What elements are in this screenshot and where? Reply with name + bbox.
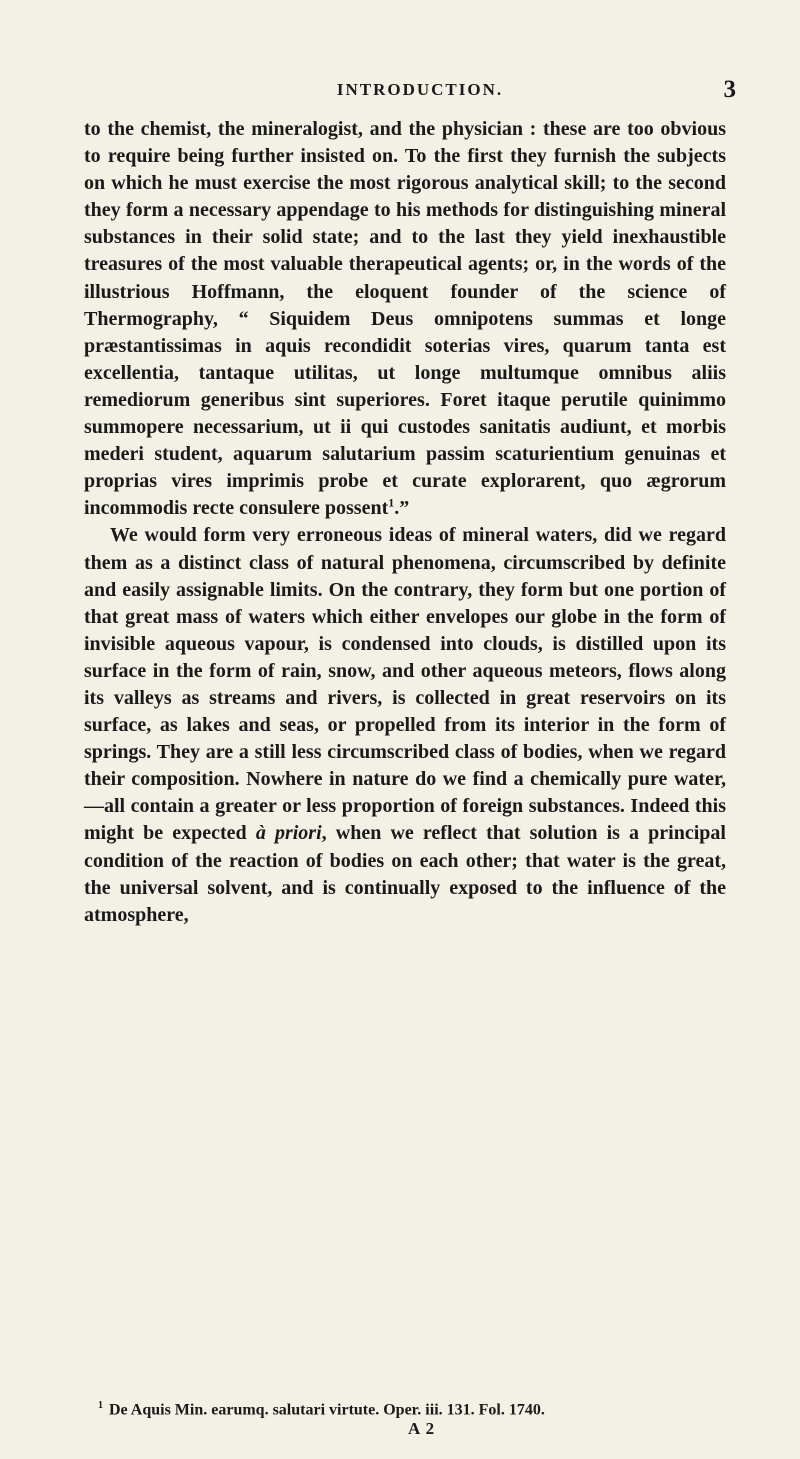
signature-mark: A 2 [408,1419,436,1438]
footnote-reference: 1 [388,495,395,510]
text-segment: to the chemist, the mineralogist, and the physician : these are too obvious to require being further insisted on. To the first they furnish the subjects on which he must exercise the most rigorous analytical skill; to the second they form a necessary appendage to his methods for distinguishing mineral substances in their solid state; and to the last they yield inexhaustible treasures of the most valuable therapeutical agents; or, in the words of the illustrious Hoffmann, the eloquent founder of the science of Thermography, “ Siquidem Deus omnipotens summas et longe præstantissimas in aquis recondidit soterias vires, quarum tanta est excellentia, tantaque utilitas, ut longe multumque omnibus aliis remediorum generibus sint superiores. Foret itaque perutile quinimmo summopere necessarium, ut ii qui custodes sanitatis audiunt, et morbis mederi student, aquarum salutarium passim scaturientium genuinas et proprias vires imprimis probe et curate explorarent, quo ægrorum incommodis recte consulere possent [84,118,726,520]
text-segment: , when we reflect that solution is a principal condition of the reaction of bodies on each other; that water is the great, the universal solvent, and is continually exposed to the influence of the atmosphere, [84,822,726,926]
footnote [98,1396,738,1420]
footnote-mark: 1 [98,1400,103,1411]
header-title: INTRODUCTION. [336,80,504,99]
paragraph [84,116,726,522]
footnote-text: De Aquis Min. earumq. salutari virtute. Oper. iii. 131. Fol. 1740. [109,1401,545,1419]
text-segment: We would form very erroneous ideas of mineral waters, did we regard them as a distinct class of natural phenomena, circumscribed by definite and easily assignable limits. On the contrary, they form but one portion of that great mass of waters which either envelopes our globe in the form of invisible aqueous vapour, is condensed into clouds, is distilled upon its surface in the form of rain, snow, and other aqueous meteors, flows along its valleys as streams and rivers, is collected in great reservoirs on its surface, as lakes and seas, or propelled from its interior in the form of springs. They are a still less circumscribed class of bodies, when we regard their composition. Nowhere in nature do we find a chemically pure water,—all contain a greater or less proportion of foreign substances. Indeed this might be expected [84,524,726,845]
running-head [100,76,740,106]
text-segment: .” [394,497,410,520]
page-number: 3 [723,76,736,103]
italic-text: à priori [255,822,322,845]
body-text [84,116,726,929]
paragraph [84,522,726,928]
